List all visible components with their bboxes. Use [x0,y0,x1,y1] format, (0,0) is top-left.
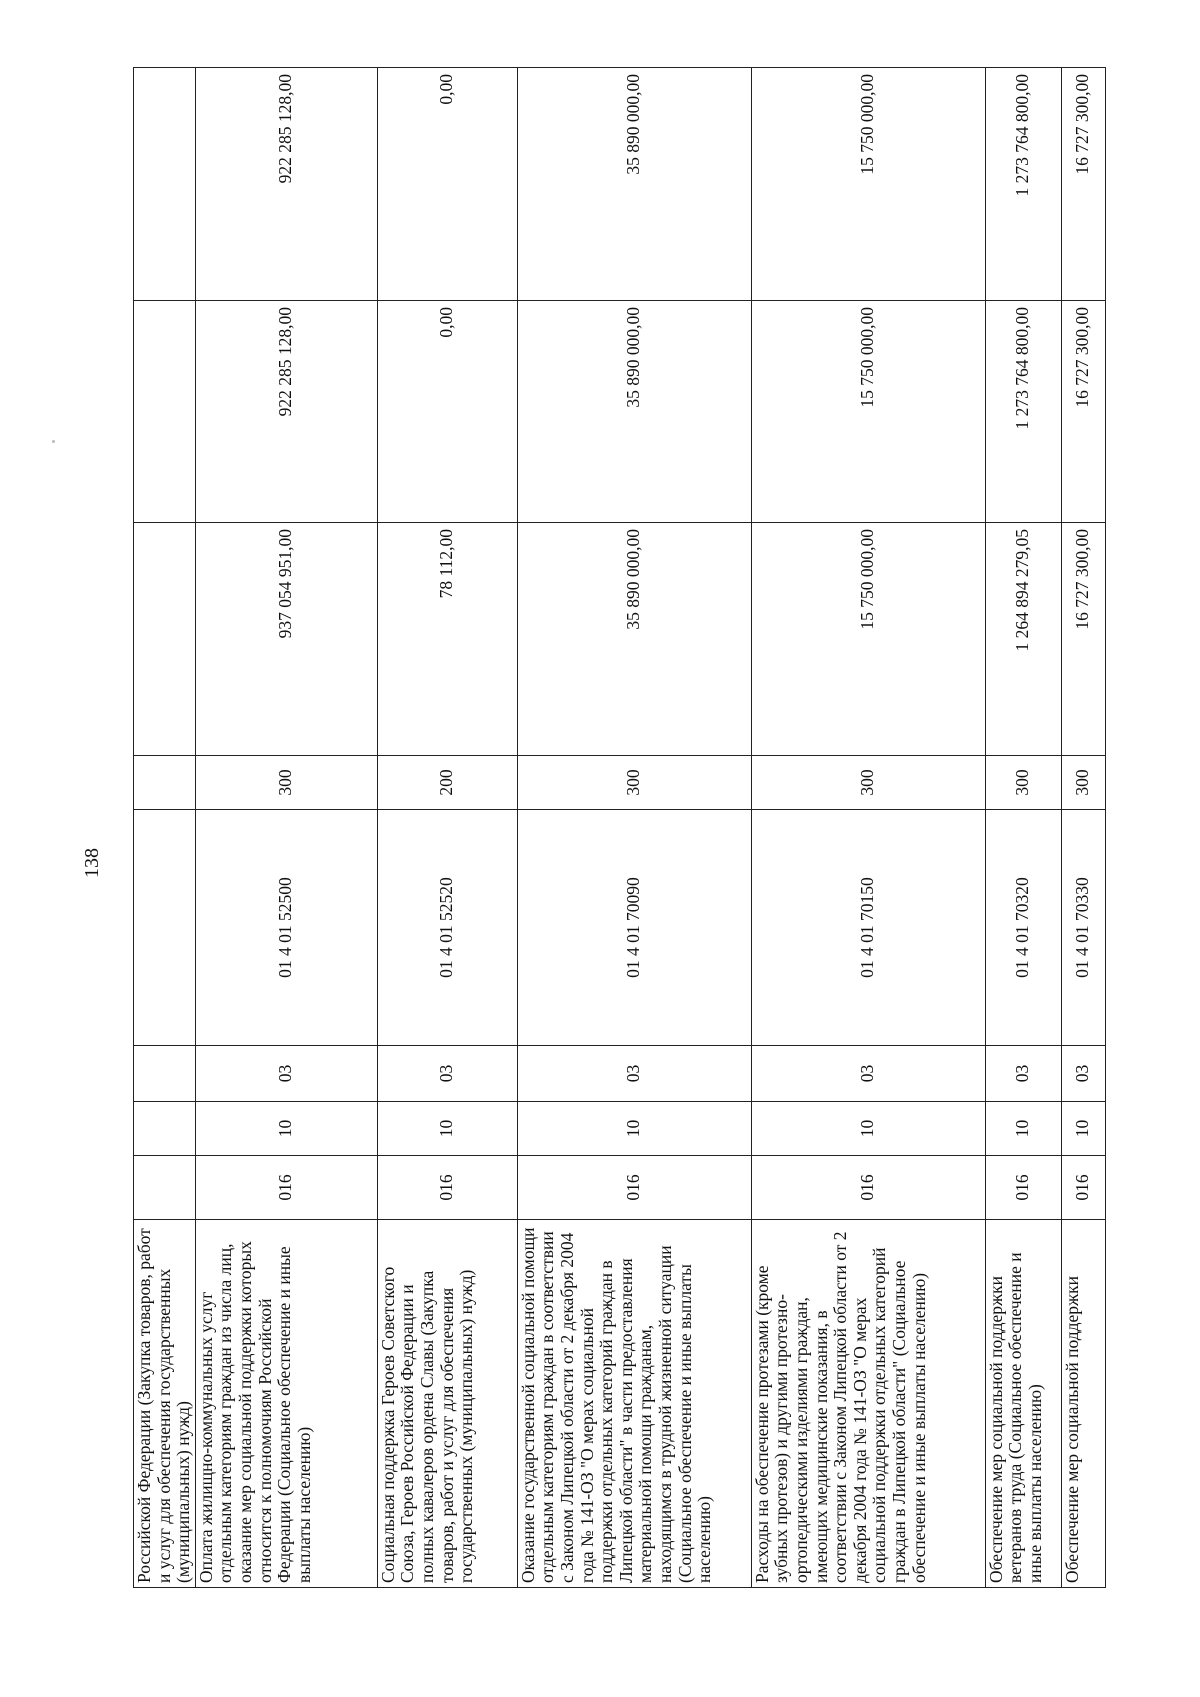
table-row [377,68,517,1588]
cell-amount-3 [134,68,196,301]
cell-subsection-code: 03 [751,1046,985,1102]
cell-section-code: 10 [1061,1102,1105,1156]
cell-amount-3: 0,00 [377,68,517,301]
cell-ministry-code: 016 [517,1156,751,1220]
table-row [517,68,751,1588]
cell-section-code: 10 [377,1102,517,1156]
cell-target-code: 01 4 01 52500 [195,810,377,1046]
cell-amount-2: 922 285 128,00 [195,301,377,523]
cell-subsection-code: 03 [517,1046,751,1102]
table-row [134,68,196,1588]
cell-amount-3: 16 727 300,00 [1061,68,1105,301]
cell-description: Обеспечение мер социальной поддержки [1061,1220,1105,1588]
cell-amount-1 [134,523,196,756]
cell-amount-2: 15 750 000,00 [751,301,985,523]
cell-section-code: 10 [751,1102,985,1156]
cell-target-code: 01 4 01 70320 [985,810,1061,1046]
cell-ministry-code: 016 [377,1156,517,1220]
cell-expense-type: 300 [517,756,751,810]
cell-amount-2: 16 727 300,00 [1061,301,1105,523]
cell-description: Оплата жилищно-коммунальных услуг отдельным категориям граждан из числа лиц, оказание мер социальной поддержки которых относится к полномочиям Российской Федерации (Социальное обеспечение и иные выплаты населению) [195,1220,377,1588]
cell-ministry-code: 016 [985,1156,1061,1220]
table-row [195,68,377,1588]
cell-ministry-code [134,1156,196,1220]
cell-description: Расходы на обеспечение протезами (кроме зубных протезов) и другими протезно-ортопедическими изделиями граждан, имеющих медицинские показания, в соответствии с Законом Липецкой области от 2 декабря 2004 года № 141-ОЗ "О мерах социальной поддержки отдельных категорий граждан в Липецкой области" (Социальное обеспечение и иные выплаты населению) [751,1220,985,1588]
budget-table [133,67,1106,1588]
cell-description: Обеспечение мер социальной поддержки ветеранов труда (Социальное обеспечение и иные выплаты населению) [985,1220,1061,1588]
table-row [1061,68,1105,1588]
cell-section-code: 10 [985,1102,1061,1156]
cell-ministry-code: 016 [1061,1156,1105,1220]
cell-amount-3: 922 285 128,00 [195,68,377,301]
cell-amount-1: 937 054 951,00 [195,523,377,756]
cell-amount-1: 78 112,00 [377,523,517,756]
cell-subsection-code: 03 [985,1046,1061,1102]
cell-amount-1: 15 750 000,00 [751,523,985,756]
cell-expense-type: 300 [985,756,1061,810]
cell-amount-2: 35 890 000,00 [517,301,751,523]
cell-description: Российской Федерации (Закупка товаров, работ и услуг для обеспечения государственных (муниципальных) нужд) [134,1220,196,1588]
cell-subsection-code: 03 [1061,1046,1105,1102]
cell-section-code [134,1102,196,1156]
cell-amount-3: 15 750 000,00 [751,68,985,301]
cell-section-code: 10 [195,1102,377,1156]
cell-description: Социальная поддержка Героев Советского Союза, Героев Российской Федерации и полных кавалеров ордена Славы (Закупка товаров, работ и услуг для обеспечения государственных (муниципальных) нужд) [377,1220,517,1588]
cell-target-code: 01 4 01 70330 [1061,810,1105,1046]
table-row [751,68,985,1588]
cell-amount-1: 35 890 000,00 [517,523,751,756]
cell-description: Оказание государственной социальной помощи отдельным категориям граждан в соответствии с Законом Липецкой области от 2 декабря 2004 года № 141-ОЗ "О мерах социальной поддержки отдельных категорий граждан в Липецкой области" в части предоставления материальной помощи гражданам, находящимся в трудной жизненной ситуации (Социальное обеспечение и иные выплаты населению) [517,1220,751,1588]
cell-expense-type: 300 [751,756,985,810]
cell-target-code: 01 4 01 52520 [377,810,517,1046]
cell-amount-1: 16 727 300,00 [1061,523,1105,756]
cell-amount-3: 35 890 000,00 [517,68,751,301]
cell-target-code [134,810,196,1046]
cell-section-code: 10 [517,1102,751,1156]
cell-ministry-code: 016 [751,1156,985,1220]
cell-amount-2: 0,00 [377,301,517,523]
cell-amount-1: 1 264 894 279,05 [985,523,1061,756]
cell-subsection-code: 03 [377,1046,517,1102]
cell-expense-type: 300 [1061,756,1105,810]
table-row [985,68,1061,1588]
cell-expense-type: 300 [195,756,377,810]
page-number: 138 [81,848,103,878]
cell-target-code: 01 4 01 70090 [517,810,751,1046]
rotated-table-wrapper [133,68,1095,1588]
cell-subsection-code: 03 [195,1046,377,1102]
cell-ministry-code: 016 [195,1156,377,1220]
cell-subsection-code [134,1046,196,1102]
cell-expense-type: 200 [377,756,517,810]
cell-amount-2: 1 273 764 800,00 [985,301,1061,523]
cell-expense-type [134,756,196,810]
cell-target-code: 01 4 01 70150 [751,810,985,1046]
scan-speck [52,440,55,443]
table-body [134,68,1106,1588]
cell-amount-3: 1 273 764 800,00 [985,68,1061,301]
cell-amount-2 [134,301,196,523]
